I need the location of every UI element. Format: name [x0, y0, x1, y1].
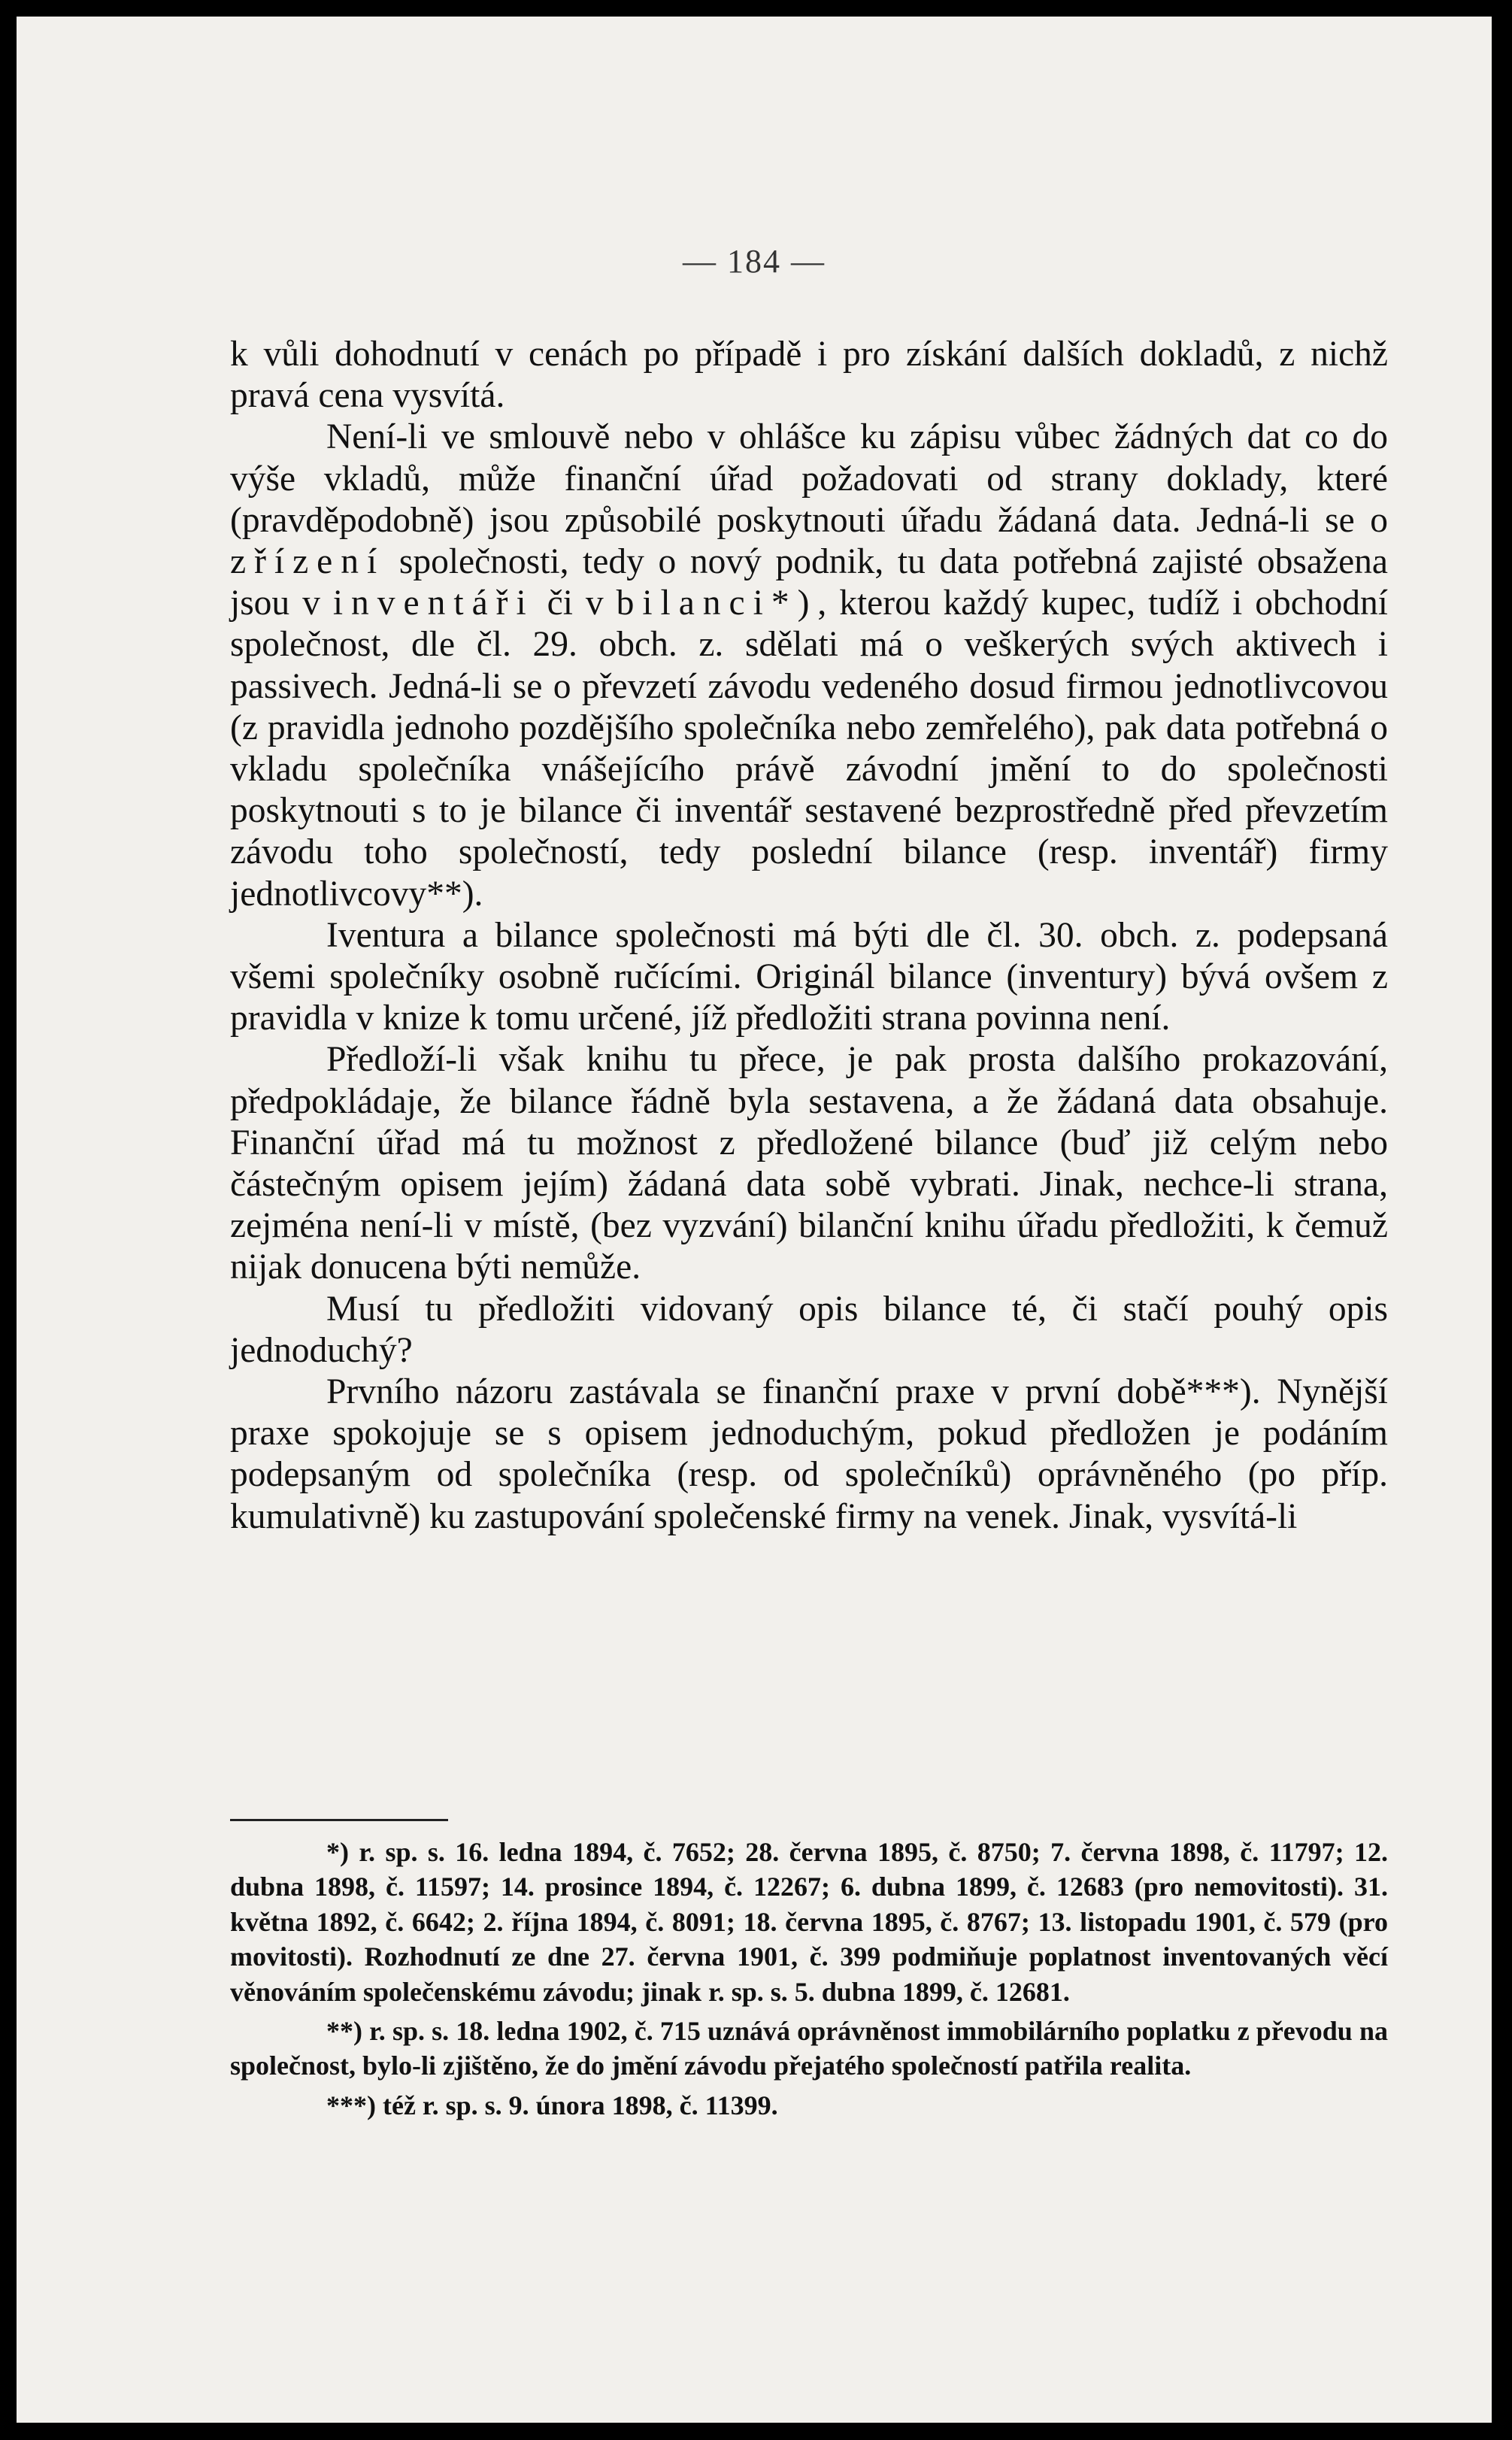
paragraph — [230, 417, 1388, 914]
book-page — [17, 17, 1492, 2423]
text-run: Není-li ve smlouvě nebo v ohlášce ku zápisu vůbec žádných dat co do výše vkladů, může finanční úřad požadovati od strany doklady, které (pravděpodobně) jsou způsobilé poskytnouti úřadu žádaná data. Jedná-li se o — [230, 417, 1388, 540]
emphasis-text: inventáři — [332, 583, 535, 623]
main-text — [230, 334, 1388, 1538]
text-run: k vůli dohodnutí v cenách po případě i pro získání dalších dokladů, z nichž pravá cena vysvítá. — [230, 335, 1388, 416]
footnotes — [230, 1835, 1388, 2123]
paragraph — [230, 1039, 1388, 1288]
paragraph — [230, 915, 1388, 1040]
paragraph — [230, 334, 1388, 417]
text-run: Musí tu předložiti vidovaný opis bilance té, či stačí pouhý opis jednoduchý? — [230, 1289, 1388, 1370]
text-run: společnosti, tedy o nový podnik, tu data potřebná zajisté obsažena jsou v — [230, 542, 1388, 623]
footnote: ***) též r. sp. s. 9. února 1898, č. 11399. — [326, 2090, 778, 2120]
emphasis-text: zřízení — [230, 542, 386, 582]
paragraph — [230, 1289, 1388, 1372]
footnote-rule — [230, 1819, 448, 1821]
text-run: , kterou každý kupec, tudíž i obchodní společnost, dle čl. 29. obch. z. sdělati má o veškerých svých aktivech i passivech. Jedná-li se o převzetí závodu vedeného dosud firmou jednotlivcovou (z pravidla jednoho pozdějšího společníka nebo zemřelého), pak data potřebná o vkladu společníka vnášejícího právě závodní jmění to do společnosti poskytnouti s to je bilance či inventář sestavené bezprostředně před převzetím závodu toho společností, tedy poslední bilance (resp. inventář) firmy jednotlivcovy**). — [230, 583, 1388, 914]
text-run: Prvního názoru zastávala se finanční praxe v první době***). Nynější praxe spokojuje se s opisem jednoduchým, pokud předložen je podáním podepsaným od společníka (resp. od společníků) oprávněného (po příp. kumulativně) ku zastupování společenské firmy na venek. Jinak, vysvítá-li — [230, 1372, 1388, 1536]
footnote: *) r. sp. s. 16. ledna 1894, č. 7652; 28. června 1895, č. 8750; 7. června 1898, č. 11797; 12. dubna 1898, č. 11597; 14. prosince 1894, č. 12267; 6. dubna 1899, č. 12683 (pro nemovitosti). 31. května 1892, č. 6642; 2. října 1894, č. 8091; 18. června 1895, č. 8767; 13. listopadu 1901, č. 579 (pro movitosti). Rozhodnutí ze dne 27. června 1901, č. 399 podmiňuje poplatnost inventovaných věcí věnováním společenskému závodu; jinak r. sp. s. 5. dubna 1899, č. 12681. — [230, 1837, 1388, 2007]
emphasis-text: bilanci*) — [616, 583, 818, 623]
footnote: **) r. sp. s. 18. ledna 1902, č. 715 uznává oprávněnost immobilárního poplatku z převodu na společnost, bylo-li zjištěno, že do jmění závodu přejatého společností patřila realita. — [230, 2016, 1388, 2081]
paragraph — [230, 1372, 1388, 1538]
page-number: — 184 — — [683, 243, 826, 280]
text-run: Iventura a bilance společnosti má býti dle čl. 30. obch. z. podepsaná všemi společníky osobně ručícími. Originál bilance (inventury) bývá ovšem z pravidla v knize k tomu určené, jíž předložiti strana povinna není. — [230, 915, 1388, 1038]
text-run: Předloží-li však knihu tu přece, je pak prosta dalšího prokazování, předpokládaje, že bilance řádně byla sestavena, a že žádaná data obsahuje. Finanční úřad má tu možnost z předložené bilance (buď již celým nebo částečným opisem jejím) žádaná data sobě vybrati. Jinak, nechce-li strana, zejména není-li v místě, (bez vyzvání) bilanční knihu úřadu předložiti, k čemuž nijak donucena býti nemůže. — [230, 1040, 1388, 1287]
text-run: či v — [534, 583, 617, 623]
